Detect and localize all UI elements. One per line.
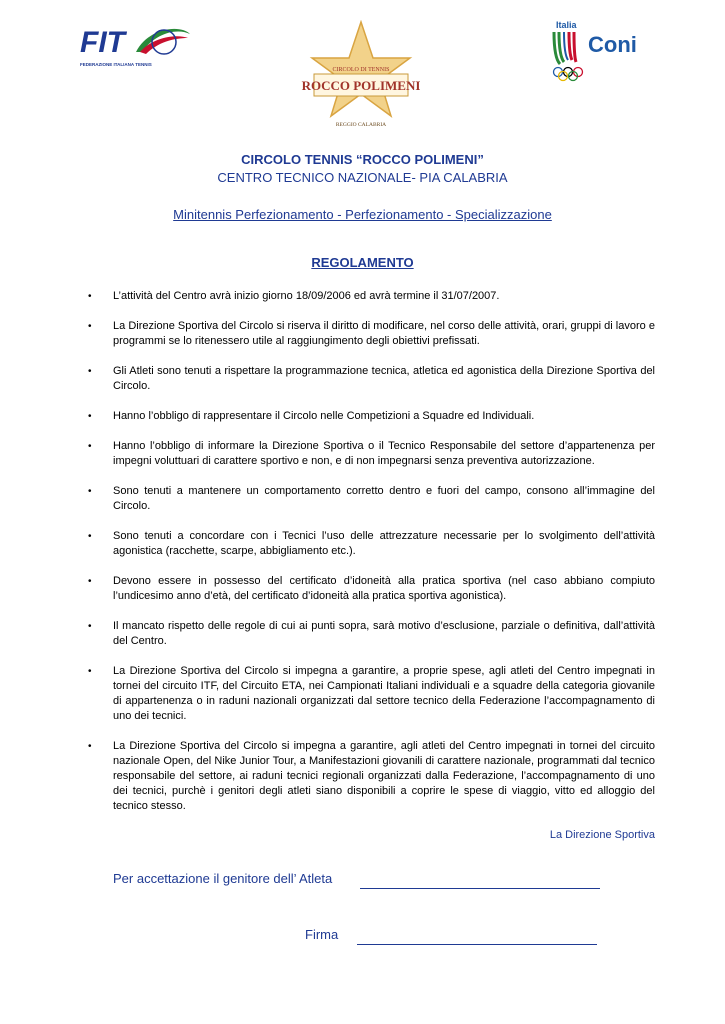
club-name-heading: CIRCOLO TENNIS “ROCCO POLIMENI” <box>241 152 484 167</box>
bullet-icon: • <box>88 441 92 452</box>
signature-label: La Direzione Sportiva <box>549 829 655 841</box>
rule-item <box>88 739 655 814</box>
rule-item <box>88 619 655 649</box>
fit-logo-text: FIT <box>80 26 125 59</box>
rule-text: Hanno l’obbligo di rappresentare il Circolo nelle Competizioni a Squadre ed Individuali. <box>113 410 535 422</box>
bullet-icon: • <box>88 531 92 542</box>
rule-text: Devono essere in possesso del certificato d’idoneità alla pratica sportiva (nel caso abbiano compiuto l’undicesimo anno d’età, del certificato d’idoneità alla pratica sportiva agonistica). <box>113 575 655 602</box>
rule-text: La Direzione Sportiva del Circolo si impegna a garantire, agli atleti del Centro impegnati in tornei del circuito nazionale Open, del Nike Junior Tour, a Manifestazioni giovanili di carattere nazionale, programmati dal tecnico responsabile del settore, ai raduni tecnici regionali organizzati dalla Federazione, l’accompagnamento di uno dei tecnici, purchè i genitori degli atleti siano disponibili a coprire le spese di viaggio, vitto ed alloggio del tecnico stesso. <box>113 740 655 812</box>
rules-list <box>88 289 655 829</box>
bullet-icon: • <box>88 321 92 332</box>
rule-text: La Direzione Sportiva del Circolo si riserva il diritto di modificare, nel corso delle attività, orari, gruppi di lavoro e programmi se lo ritenessero utile al raggiungimento degli obiettivi prefissati. <box>113 320 655 347</box>
rule-text: Gli Atleti sono tenuti a rispettare la programmazione tecnica, atletica ed agonistica della Direzione Sportiva del Circolo. <box>113 365 655 392</box>
fit-logo <box>78 22 196 78</box>
rule-item <box>88 484 655 514</box>
fit-logo-subtext: FEDERAZIONE ITALIANA TENNIS <box>80 62 152 67</box>
rule-text: La Direzione Sportiva del Circolo si impegna a garantire, a proprie spese, agli atleti del Centro impegnati in tornei del circuito ITF, del Circuito ETA, nei Campionati Italiani individuali e a squadre della categoria giovanile di appartenenza o in raduni nazionali organizzati dal settore tecnico della Federazione l’accompagnamento di uno dei tecnici. <box>113 665 655 722</box>
bullet-icon: • <box>88 666 92 677</box>
rule-item <box>88 529 655 559</box>
rule-text: Il mancato rispetto delle regole di cui ai punti sopra, sarà motivo d’esclusione, parziale o definitiva, dall’attività del Centro. <box>113 620 655 647</box>
coni-logo-top-text: Italia <box>556 20 577 30</box>
circolo-logo <box>300 20 422 132</box>
rule-item <box>88 439 655 469</box>
bullet-icon: • <box>88 576 92 587</box>
circolo-logo-top-text: CIRCOLO DI TENNIS <box>332 67 390 73</box>
center-name-heading: CENTRO TECNICO NAZIONALE- PIA CALABRIA <box>217 170 508 185</box>
acceptance-label: Per accettazione il genitore dell’ Atleta <box>113 871 333 886</box>
bullet-icon: • <box>88 621 92 632</box>
rule-item <box>88 574 655 604</box>
rule-item <box>88 664 655 724</box>
rule-text: Hanno l’obbligo di informare la Direzione Sportiva o il Tecnico Responsabile del settore d’appartenenza per impegni voluttuari di carattere sportivo e non, e di non impegnarsi senza preventiva autorizzazione. <box>113 440 655 467</box>
programs-heading: Minitennis Perfezionamento - Perfezionamento - Specializzazione <box>173 207 552 222</box>
olympic-rings-icon <box>554 68 583 81</box>
bullet-icon: • <box>88 411 92 422</box>
rule-item <box>88 364 655 394</box>
rule-text: Sono tenuti a concordare con i Tecnici l’uso delle attrezzature necessarie per lo svolgimento dell’attività agonistica (racchette, scarpe, abbigliamento etc.). <box>113 530 655 557</box>
coni-flag-stripes-icon <box>554 32 576 64</box>
coni-logo <box>548 18 658 84</box>
coni-logo-main-text: Coni <box>588 32 637 57</box>
rule-item <box>88 409 655 424</box>
circolo-logo-bottom-text: REGGIO CALABRIA <box>335 122 387 128</box>
firma-label: Firma <box>305 927 339 942</box>
bullet-icon: • <box>88 741 92 752</box>
acceptance-signature-line[interactable] <box>360 874 600 889</box>
firma-signature-line[interactable] <box>357 930 597 945</box>
rule-text: L’attività del Centro avrà inizio giorno 18/09/2006 ed avrà termine il 31/07/2007. <box>113 290 500 302</box>
bullet-icon: • <box>88 366 92 377</box>
regulation-title: REGOLAMENTO <box>311 255 414 270</box>
circolo-logo-main-text: ROCCO POLIMENI <box>301 78 421 93</box>
rule-item <box>88 289 655 304</box>
bullet-icon: • <box>88 486 92 497</box>
bullet-icon: • <box>88 291 92 302</box>
rule-text: Sono tenuti a mantenere un comportamento corretto dentro e fuori del campo, consono all’immagine del Circolo. <box>113 485 655 512</box>
rule-item <box>88 319 655 349</box>
